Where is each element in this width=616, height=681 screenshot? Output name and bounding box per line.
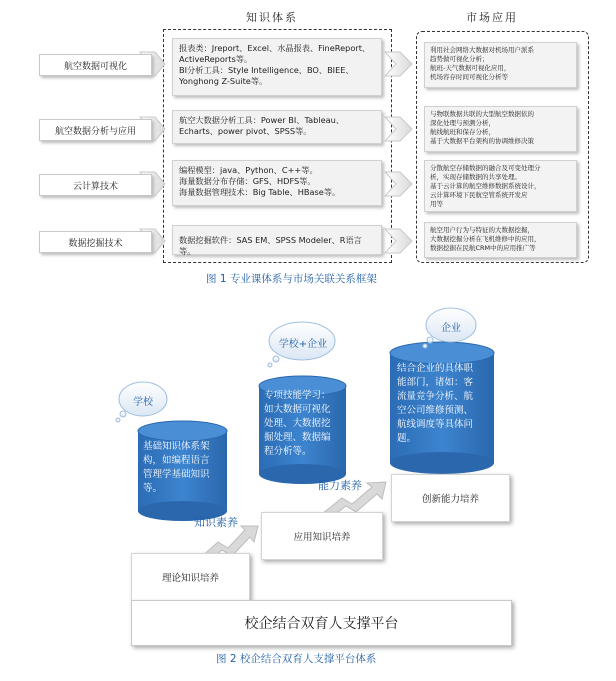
left-item-cloud: 云计算技术 [39, 174, 152, 196]
step-theory-training: 理论知识培养 [131, 553, 250, 601]
arrow-mid-1 [385, 52, 412, 76]
skill-ability-label: 能力素养 [318, 479, 362, 492]
figure2-caption: 图 2 校企结合双育人支撑平台体系 [216, 653, 377, 665]
knowledge-system-header: 知识体系 [246, 11, 298, 24]
mid-box-cloud-tech: 编程模型：java、Python、C++等。 海量数据分布存储：GFS、HDFS等。 海量数据管理技术：Big Table、HBase等。 [172, 160, 382, 206]
right-box-cloud-apps: 分散航空存储数据的融合及可变处理分 析，实现存储数据的共享处理。 基于云计算的航空维修数据系统设计， 云计算环境下民航空管系统开发应 用等 [424, 160, 577, 212]
arrow-mid-3 [385, 172, 412, 196]
mid-box-analysis-tools: 航空大数据分析工具：Power BI、Tableau、 Echarts、power pivot、SPSS等。 [172, 110, 382, 144]
right-box-visualization-apps: 利用社会网络大数据对机场用户派系 趋势做可视化分析； 航班-天气数据可视化应用， 机场容存时间可视化分析等 [424, 42, 577, 88]
left-item-mining: 数据挖掘技术 [39, 231, 152, 253]
right-box-analysis-apps: 与物联数据共联的大型航空数据依的 深化处理与预测分析， 航线航班和保存分析， 基于大数据平台架构的协调维修决策 [424, 106, 577, 152]
market-application-header: 市场应用 [466, 11, 518, 24]
left-item-analysis: 航空数据分析与应用 [39, 119, 152, 141]
bubble-enterprise-label: 企业 [441, 323, 461, 334]
cylinder-school-enterprise-text: 专项技能学习： 如大数据可视化 处理、大数据挖 掘处理、数据编 程分析等。 [264, 390, 331, 457]
bubble-school-enterprise-label: 学校+企业 [278, 339, 328, 350]
figure1-caption: 图 1 专业课体系与市场关联关系框架 [206, 273, 377, 285]
right-box-mining-apps: 航空用户行为与特征的大数据挖掘， 大数据挖掘分析在飞机维修中的应用， 数据挖掘在民航CRM中的应用推广等 [424, 222, 577, 258]
arrow-mid-2 [385, 117, 412, 141]
step-innovation-training: 创新能力培养 [391, 474, 510, 522]
left-item-visualization: 航空数据可视化 [39, 54, 152, 76]
cylinder-school-text: 基础知识体系架 构，如编程语言 管理学基础知识 等。 [143, 441, 210, 494]
skill-knowledge-label: 知识素养 [194, 516, 238, 529]
step-application-training: 应用知识培养 [261, 512, 383, 560]
mid-box-reporting-tools: 报表类：Jreport、Excel、水晶报表、FineReport、 ActiveReports等。 BI分析工具：Style Intelligence、BO、BIEE、 Yonghong Z-Suite等。 [172, 38, 382, 96]
arrow-mid-4 [385, 229, 412, 253]
platform-box: 校企结合双育人支撑平台 [131, 600, 512, 646]
cylinder-enterprise-text: 结合企业的具体职 能部门，诸如：客 流量竞争分析、航 空公司维修预测、 航线调度等具体问 题。 [397, 363, 474, 444]
bubble-school-label: 学校 [133, 397, 153, 408]
mid-box-mining-software: 数据挖掘软件：SAS EM、SPSS Modeler、R语言等。 [172, 225, 382, 255]
